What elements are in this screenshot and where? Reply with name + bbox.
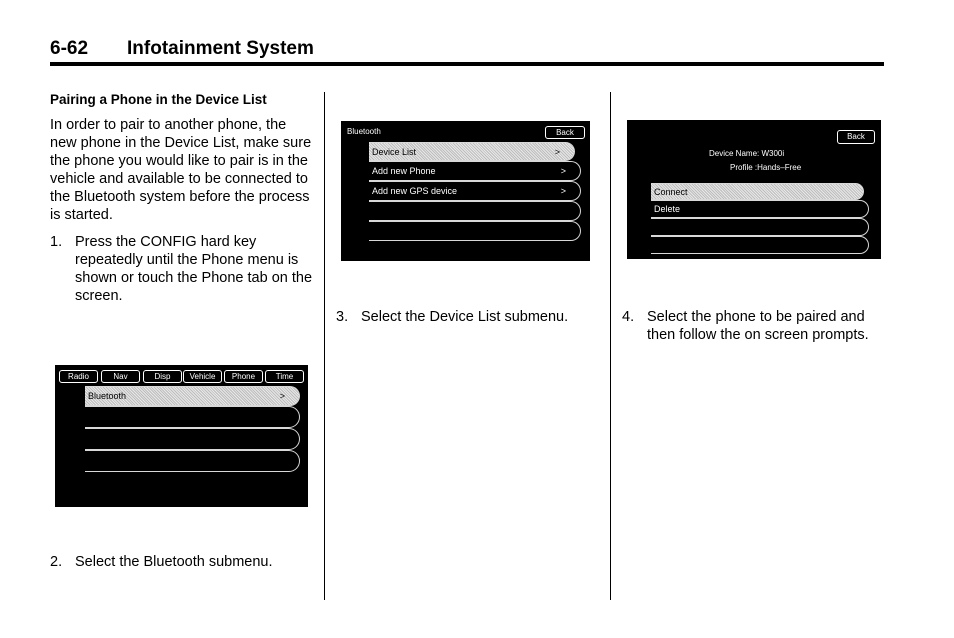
bluetooth-row-label: Bluetooth — [88, 391, 127, 401]
delete-label: Delete — [654, 204, 681, 214]
phone-menu-screen — [55, 365, 308, 507]
intro-paragraph: In order to pair to another phone, the new phone in the Device List, make sure the phone you would like to pair is in the vehicle and available to be connected to the Bluetooth system before the process is started. — [50, 117, 312, 223]
add-new-phone-label: Add new Phone — [372, 166, 436, 176]
add-new-gps-label: Add new GPS device — [372, 186, 458, 196]
step-1 — [50, 233, 314, 305]
device-list-label: Device List — [372, 146, 417, 157]
add-new-phone-row[interactable] — [369, 161, 581, 181]
device-name: Device Name: W300i — [709, 149, 785, 158]
empty-row — [651, 218, 869, 236]
tab-disp[interactable]: Disp — [143, 370, 182, 383]
screen-title: Bluetooth — [347, 127, 381, 136]
connect-label: Connect — [654, 186, 688, 197]
page-number: 6-62 — [50, 38, 89, 59]
tab-nav[interactable]: Nav — [101, 370, 140, 383]
device-screen — [627, 120, 881, 259]
page-header — [50, 38, 884, 64]
bluetooth-row[interactable] — [85, 386, 300, 406]
step-4 — [622, 308, 892, 344]
chevron-right-icon: > — [554, 146, 560, 157]
step-2-text: Select the Bluetooth submenu. — [75, 554, 273, 570]
tab-vehicle[interactable]: Vehicle — [183, 370, 222, 383]
tab-time[interactable]: Time — [265, 370, 304, 383]
column-divider — [610, 92, 611, 600]
back-button[interactable]: Back — [545, 126, 585, 139]
tab-radio[interactable]: Radio — [59, 370, 98, 383]
bluetooth-screen — [341, 121, 590, 261]
device-list-row[interactable] — [369, 142, 575, 161]
step-3-number: 3. — [336, 309, 349, 325]
empty-row — [369, 201, 581, 221]
chevron-right-icon: > — [560, 186, 566, 196]
chevron-right-icon: > — [279, 391, 285, 401]
empty-row — [369, 221, 581, 241]
add-new-gps-row[interactable] — [369, 181, 581, 201]
step-3-text: Select the Device List submenu. — [361, 309, 569, 325]
step-4-number: 4. — [622, 309, 635, 325]
chevron-right-icon: > — [560, 166, 566, 176]
empty-row — [85, 450, 300, 472]
section-heading: Pairing a Phone in the Device List — [50, 92, 267, 107]
step-1-number: 1. — [50, 234, 63, 250]
step-3 — [336, 308, 625, 326]
step-2-number: 2. — [50, 554, 63, 570]
header-rule — [50, 62, 884, 66]
tab-phone[interactable]: Phone — [224, 370, 263, 383]
column-divider — [324, 92, 325, 600]
step-2 — [50, 553, 339, 571]
step-1-text: Press the CONFIG hard key repeatedly until the Phone menu is shown or touch the Phone tab on the screen. — [75, 234, 313, 304]
step-4-text: Select the phone to be paired and then follow the on screen prompts. — [647, 309, 869, 343]
device-profile: Profile :Hands–Free — [730, 163, 802, 172]
connect-row[interactable] — [651, 183, 864, 200]
column-1 — [50, 92, 314, 305]
page-title: Infotainment System — [127, 38, 314, 59]
empty-row — [85, 428, 300, 450]
empty-row — [651, 236, 869, 254]
back-button[interactable]: Back — [837, 130, 875, 144]
delete-row[interactable] — [651, 200, 869, 218]
empty-row — [85, 406, 300, 428]
